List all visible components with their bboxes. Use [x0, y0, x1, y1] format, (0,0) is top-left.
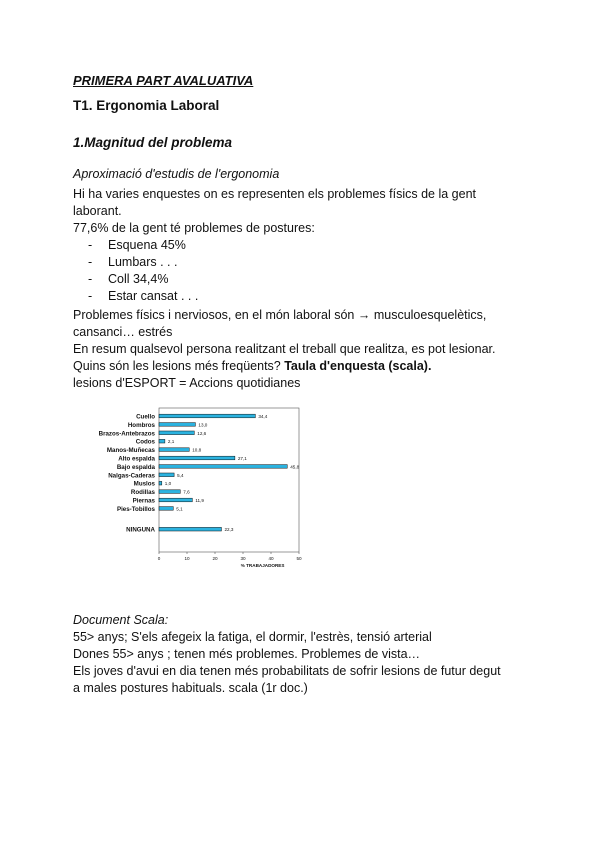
- value-label: 5,4: [177, 472, 184, 478]
- category-label: Cuello: [136, 413, 155, 421]
- bar: [159, 456, 235, 460]
- bullet-dash: -: [88, 255, 93, 269]
- list-item-text: Esquena 45%: [108, 238, 186, 252]
- paragraph-line: cansanci… estrés: [73, 325, 173, 339]
- bar: [159, 423, 195, 427]
- list-item-text: Lumbars . . .: [108, 255, 178, 269]
- paragraph-line: 77,6% de la gent té problemes de postures:: [73, 221, 315, 235]
- paragraph-line: [73, 358, 431, 375]
- value-label: 27,1: [237, 456, 247, 461]
- question-text: Quins són les lesions més freqüents?: [73, 359, 285, 373]
- value-label: 10,8: [192, 447, 202, 453]
- bar: [159, 448, 189, 452]
- bar: [159, 414, 255, 418]
- heading-topic: T1. Ergonomia Laboral: [73, 98, 220, 113]
- injury-bar-chart: [70, 402, 310, 572]
- category-label: Hombros: [127, 421, 155, 429]
- paragraph-line: lesions d'ESPORT = Accions quotidianes: [73, 376, 301, 390]
- bar: [159, 481, 162, 485]
- x-axis-label: % TRABAJADORES: [240, 563, 285, 568]
- category-label: Rodillas: [130, 489, 155, 497]
- list-item-text: Coll 34,4%: [108, 272, 169, 286]
- value-label: 7,6: [183, 489, 190, 495]
- heading-section: 1.Magnitud del problema: [73, 135, 233, 150]
- survey-table-reference: Taula d'enquesta (scala).: [284, 359, 432, 373]
- x-tick-label: 30: [240, 556, 246, 561]
- category-label: Muslos: [133, 480, 155, 488]
- bar: [159, 507, 173, 511]
- value-label: 11,9: [195, 498, 204, 503]
- category-label: Pies-Tobillos: [116, 505, 155, 513]
- category-label: Codos: [135, 438, 155, 446]
- category-label: Bajo espalda: [116, 463, 155, 471]
- heading-part: PRIMERA PART AVALUATIVA: [73, 73, 254, 88]
- paragraph-line: Problemes físics i nerviosos, en el món laboral són → musculoesquelètics,: [73, 308, 487, 322]
- list-item: [88, 271, 168, 288]
- bar: [159, 431, 194, 435]
- paragraph-line: 55> anys; S'els afegeix la fatiga, el dormir, l'estrès, tensió arterial: [73, 630, 432, 644]
- bar: [159, 527, 221, 531]
- list-item: [88, 288, 198, 305]
- paragraph-line: En resum qualsevol persona realitzant el treball que realitza, es pot lesionar.: [73, 342, 496, 356]
- subheading-document: Document Scala:: [73, 613, 169, 627]
- value-label: 45,8: [290, 464, 300, 470]
- value-label: 34,4: [258, 414, 268, 419]
- bullet-dash: -: [88, 272, 93, 286]
- category-label: Piernas: [132, 497, 155, 505]
- bullet-dash: -: [88, 238, 93, 252]
- value-label: 1,0: [164, 481, 172, 487]
- bar: [159, 498, 192, 502]
- paragraph-line: laborant.: [73, 204, 122, 218]
- bar: [159, 439, 165, 443]
- category-label: Alto espalda: [118, 455, 155, 463]
- x-tick-label: 40: [268, 556, 274, 561]
- category-label: Brazos-Antebrazos: [98, 430, 155, 438]
- list-item: [88, 237, 186, 254]
- paragraph-line: Dones 55> anys ; tenen més problemes. Problemes de vista…: [73, 647, 421, 661]
- x-tick-label: 10: [184, 556, 190, 561]
- category-label: Nalgas-Caderas: [108, 472, 155, 480]
- subheading-approximation: Aproximació d'estudis de l'ergonomia: [73, 167, 280, 181]
- value-label: 5,1: [176, 506, 183, 512]
- list-item-text: Estar cansat . . .: [108, 289, 199, 303]
- list-item: [88, 254, 177, 271]
- paragraph-line: Hi ha varies enquestes on es representen els problemes físics de la gent: [73, 187, 477, 201]
- value-label: 2,1: [167, 439, 175, 445]
- paragraph-line: Els joves d'avui en dia tenen més probabilitats de sofrir lesions de futur degut: [73, 664, 501, 678]
- bar: [159, 490, 180, 494]
- value-label: 12,6: [197, 430, 207, 436]
- x-tick-label: 50: [296, 556, 302, 561]
- bar: [159, 465, 287, 469]
- value-label: 22,3: [224, 527, 234, 533]
- bar: [159, 473, 174, 477]
- value-label: 13,0: [198, 422, 208, 428]
- bullet-dash: -: [88, 289, 93, 303]
- category-label: Manos-Muñecas: [106, 447, 155, 455]
- x-tick-label: 0: [157, 556, 161, 561]
- x-tick-label: 20: [212, 556, 218, 561]
- paragraph-line: a males postures habituals. scala (1r doc.): [73, 681, 308, 695]
- category-label: NINGUNA: [126, 526, 155, 534]
